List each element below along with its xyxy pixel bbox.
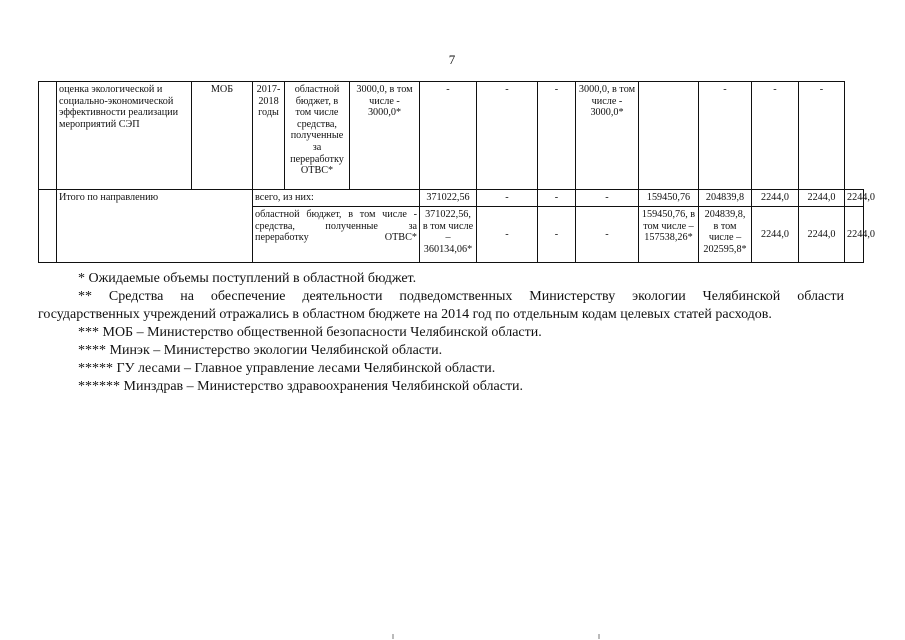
footnotes [38, 270, 844, 396]
scan-mark [598, 634, 600, 639]
table-cell-2014: - [420, 82, 477, 190]
table-cell-total-label: Итого по направлению [57, 190, 253, 263]
table-cell-2018: 204839,8, в том числе – 202595,8* [699, 207, 752, 263]
table-cell-2015: - [538, 190, 576, 207]
scan-mark [392, 634, 394, 639]
table-cell-2019: 2244,0 [752, 190, 799, 207]
table-cell-2020: 2244,0 [799, 190, 845, 207]
table-cell-source: областной бюджет, в том числе - средства, полученные за переработку ОТВС* [253, 207, 420, 263]
table-cell-total: 3000,0, в том числе - 3000,0* [350, 82, 420, 190]
footnote: ***** ГУ лесами – Главное управление лесами Челябинской области. [78, 361, 496, 376]
table-cell-2016: - [538, 82, 576, 190]
table-cell-2015: - [477, 82, 538, 190]
table-cell-2018: 204839,8 [699, 190, 752, 207]
table-cell-2020: 2244,0 [799, 207, 845, 263]
table-row [39, 190, 864, 207]
table-cell-2017: 159450,76, в том числе – 157538,26* [639, 207, 699, 263]
table-cell-2017: 3000,0, в том числе - 3000,0* [576, 82, 639, 190]
table-cell-name: оценка экологической и социально-экономической эффективности реализации мероприятий СЭП [57, 82, 192, 190]
table-cell-2020: - [752, 82, 799, 190]
table-cell-number [39, 82, 57, 190]
table-cell-total: 371022,56 [420, 190, 477, 207]
table-row [39, 82, 864, 190]
table-cell-source: всего, из них: [253, 190, 420, 207]
table-cell-2017: 159450,76 [639, 190, 699, 207]
table-cell-2018 [639, 82, 699, 190]
table-cell-2021: - [799, 82, 845, 190]
footnote: ** Средства на обеспечение деятельности подведомственных Министерству экологии Челябинской области [78, 289, 844, 304]
page-number: 7 [448, 52, 456, 67]
table-cell-2019: - [699, 82, 752, 190]
table-cell-2014: - [477, 190, 538, 207]
table-cell-2019: 2244,0 [752, 207, 799, 263]
table-cell-2021: 2244,0 [845, 207, 864, 263]
footnote: *** МОБ – Министерство общественной безопасности Челябинской области. [78, 325, 542, 340]
footnote: государственных учреждений отражались в областном бюджете на 2014 год по отдельным кодам целевых статей расходов. [38, 307, 772, 322]
table-cell-source: областной бюджет, в том числе средства, полученные за переработку ОТВС* [285, 82, 350, 190]
budget-table [38, 81, 876, 263]
table-cell-years: 2017-2018 годы [253, 82, 285, 190]
footnote: * Ожидаемые объемы поступлений в областной бюджет. [78, 271, 417, 286]
table-cell-2016: - [576, 190, 639, 207]
table-cell-2015: - [538, 207, 576, 263]
table-cell-2021: 2244,0 [845, 190, 864, 207]
footnote: **** Минэк – Министерство экологии Челябинской области. [78, 343, 443, 358]
table-cell-executor: МОБ [192, 82, 253, 190]
table-cell-total: 371022,56, в том числе – 360134,06* [420, 207, 477, 263]
table-cell-2016: - [576, 207, 639, 263]
table-cell-number [39, 190, 57, 263]
table-cell-2014: - [477, 207, 538, 263]
footnote: ****** Минздрав – Министерство здравоохранения Челябинской области. [78, 379, 524, 394]
